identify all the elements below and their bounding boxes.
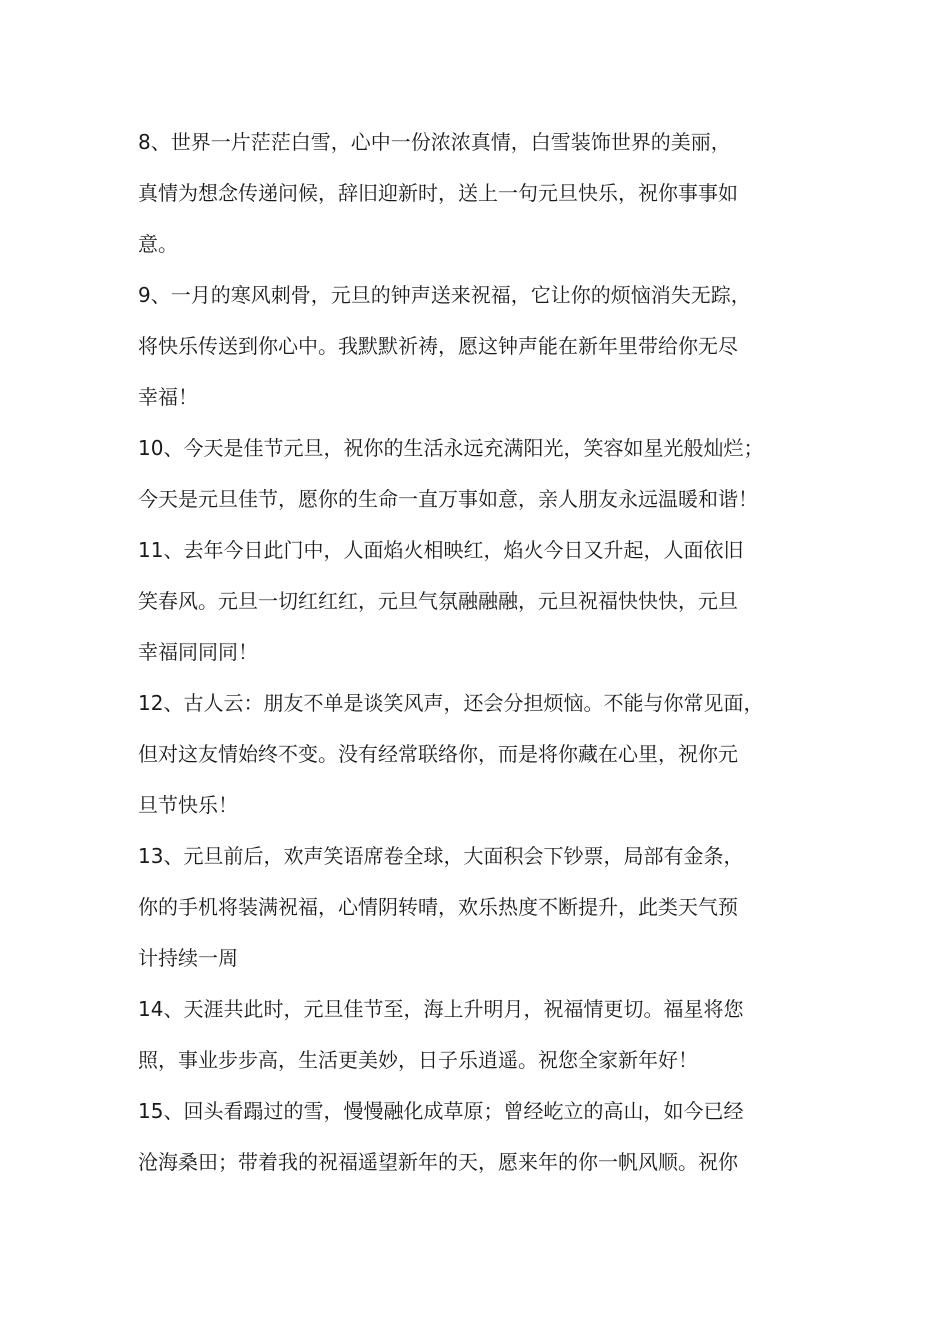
text-line: 今天是元旦佳节，愿你的生命一直万事如意，亲人朋友永远温暖和谐！ [138, 487, 758, 511]
text-line: 沧海桑田；带着我的祝福遥望新年的天，愿来年的你一帆风顺。祝你 [138, 1150, 738, 1174]
text-line: 计持续一周 [138, 946, 238, 970]
paragraph-14 [138, 984, 828, 1086]
text-line: 旦节快乐！ [138, 793, 238, 817]
document-body [138, 117, 828, 1188]
text-line: 9、一月的寒风刺骨，元旦的钟声送来祝福，它让你的烦恼消失无踪， [138, 283, 751, 307]
text-line: 幸福！ [138, 385, 198, 409]
paragraph-12 [138, 678, 828, 831]
text-line: 真情为想念传递问候，辞旧迎新时，送上一句元旦快乐，祝你事事如 [138, 181, 738, 205]
text-line: 你的手机将装满祝福，心情阴转晴，欢乐热度不断提升，此类天气预 [138, 895, 738, 919]
paragraph-15 [138, 1086, 828, 1188]
text-line: 11、去年今日此门中，人面焰火相映红，焰火今日又升起，人面依旧 [138, 538, 744, 562]
text-line: 笑春风。元旦一切红红红，元旦气氛融融融，元旦祝福快快快，元旦 [138, 589, 738, 613]
text-line: 但对这友情始终不变。没有经常联络你，而是将你藏在心里，祝你元 [138, 742, 738, 766]
text-line: 将快乐传送到你心中。我默默祈祷，愿这钟声能在新年里带给你无尽 [138, 334, 738, 358]
text-line: 14、天涯共此时，元旦佳节至，海上升明月，祝福情更切。福星将您 [138, 997, 744, 1021]
text-line: 10、今天是佳节元旦，祝你的生活永远充满阳光，笑容如星光般灿烂； [138, 436, 764, 460]
text-line: 幸福同同同！ [138, 640, 258, 664]
text-line: 8、世界一片茫茫白雪，心中一份浓浓真情，白雪装饰世界的美丽， [138, 130, 731, 154]
paragraph-11 [138, 525, 828, 678]
paragraph-13 [138, 831, 828, 984]
text-line: 15、回头看蹋过的雪，慢慢融化成草原；曾经屹立的高山，如今已经 [138, 1099, 744, 1123]
text-line: 意。 [138, 232, 178, 256]
paragraph-10 [138, 423, 828, 525]
text-line: 照，事业步步高，生活更美妙，日子乐逍遥。祝您全家新年好！ [138, 1048, 698, 1072]
paragraph-8 [138, 117, 828, 270]
paragraph-9 [138, 270, 828, 423]
text-line: 13、元旦前后，欢声笑语席卷全球，大面积会下钞票，局部有金条， [138, 844, 744, 868]
text-line: 12、古人云：朋友不单是谈笑风声，还会分担烦恼。不能与你常见面， [138, 691, 764, 715]
